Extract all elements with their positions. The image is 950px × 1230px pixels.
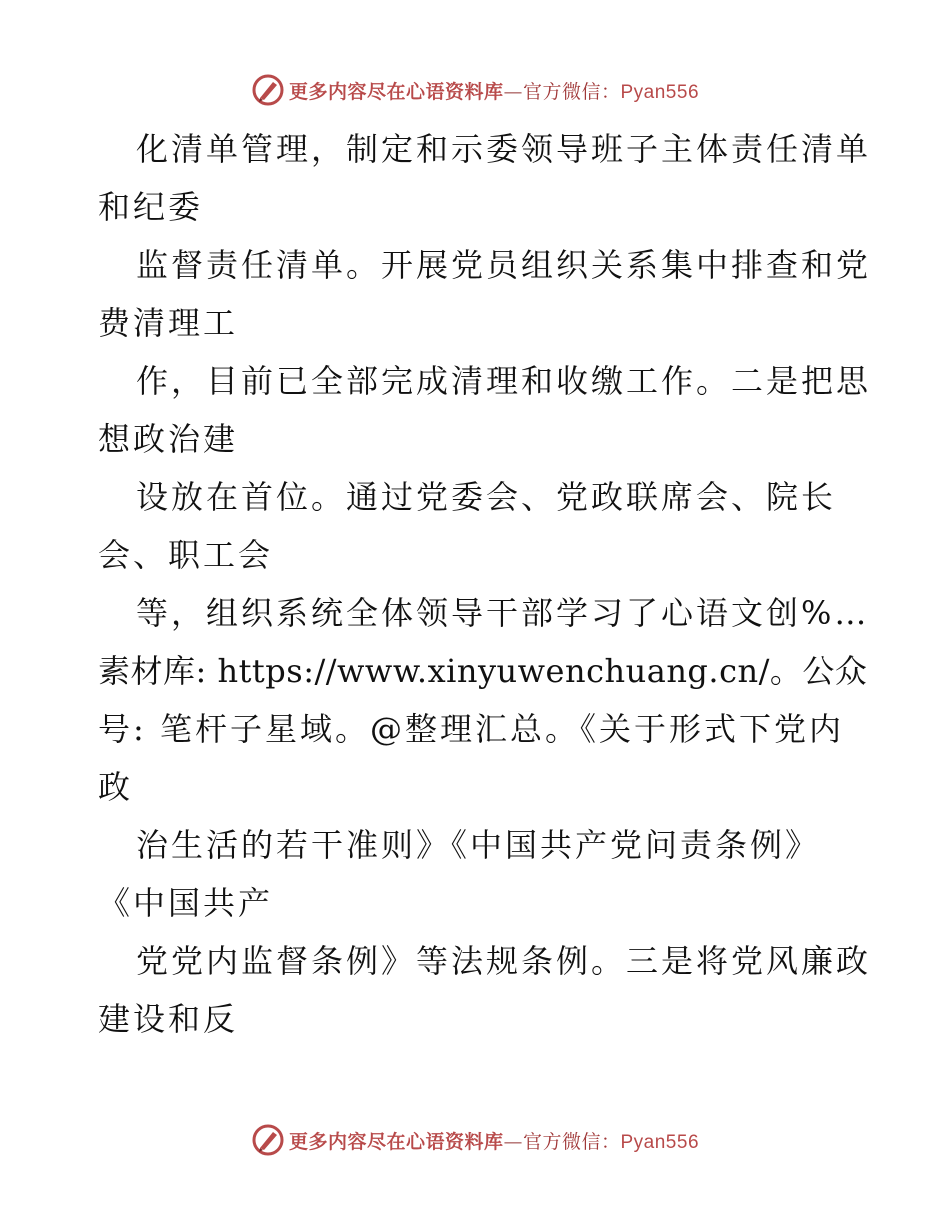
banner-title: 更多内容尽在心语资料库: [288, 80, 504, 103]
text-line: 政: [98, 768, 134, 806]
text-line: 费清理工: [98, 304, 239, 342]
pen-logo-icon: [251, 1123, 285, 1157]
text-line: 设放在首位。通过党委会、党政联席会、院长: [136, 478, 837, 516]
text-line: 想政治建: [98, 420, 239, 458]
banner-separator: —: [503, 80, 523, 103]
text-line: 《中国共产: [98, 884, 274, 922]
text-line: 号: 笔杆子星域。@整理汇总。《关于形式下党内: [98, 710, 844, 748]
footer-banner: [0, 1120, 950, 1160]
header-banner: [0, 70, 950, 110]
text-line: 化清单管理，制定和示委领导班子主体责任清单: [136, 130, 872, 168]
banner-separator: —: [503, 1130, 523, 1153]
text-line: 建设和反: [98, 1000, 239, 1038]
text-line: 党党内监督条例》等法规条例。三是将党风廉政: [136, 942, 872, 980]
banner-wechat-label: 官方微信：: [522, 80, 621, 103]
text-line: 监督责任清单。开展党员组织关系集中排查和党: [136, 246, 872, 284]
text-line: 等，组织系统全体领导干部学习了心语文创%…: [136, 594, 870, 632]
text-line: 会、职工会: [98, 536, 274, 574]
text-line: 治生活的若干准则》《中国共产党问责条例》: [136, 826, 821, 864]
banner-wechat-label: 官方微信：: [522, 1130, 621, 1153]
text-line: 作，目前已全部完成清理和收缴工作。二是把思: [136, 362, 872, 400]
banner-wechat-id: Pyan556: [620, 81, 700, 103]
pen-logo-icon: [251, 73, 285, 107]
text-line: 和纪委: [98, 188, 204, 226]
document-body: [98, 120, 872, 1048]
banner-title: 更多内容尽在心语资料库: [288, 1130, 504, 1153]
banner-wechat-id: Pyan556: [620, 1131, 700, 1153]
text-line: 素材库: https://www.xinyuwenchuang.cn/。公众: [98, 652, 868, 690]
